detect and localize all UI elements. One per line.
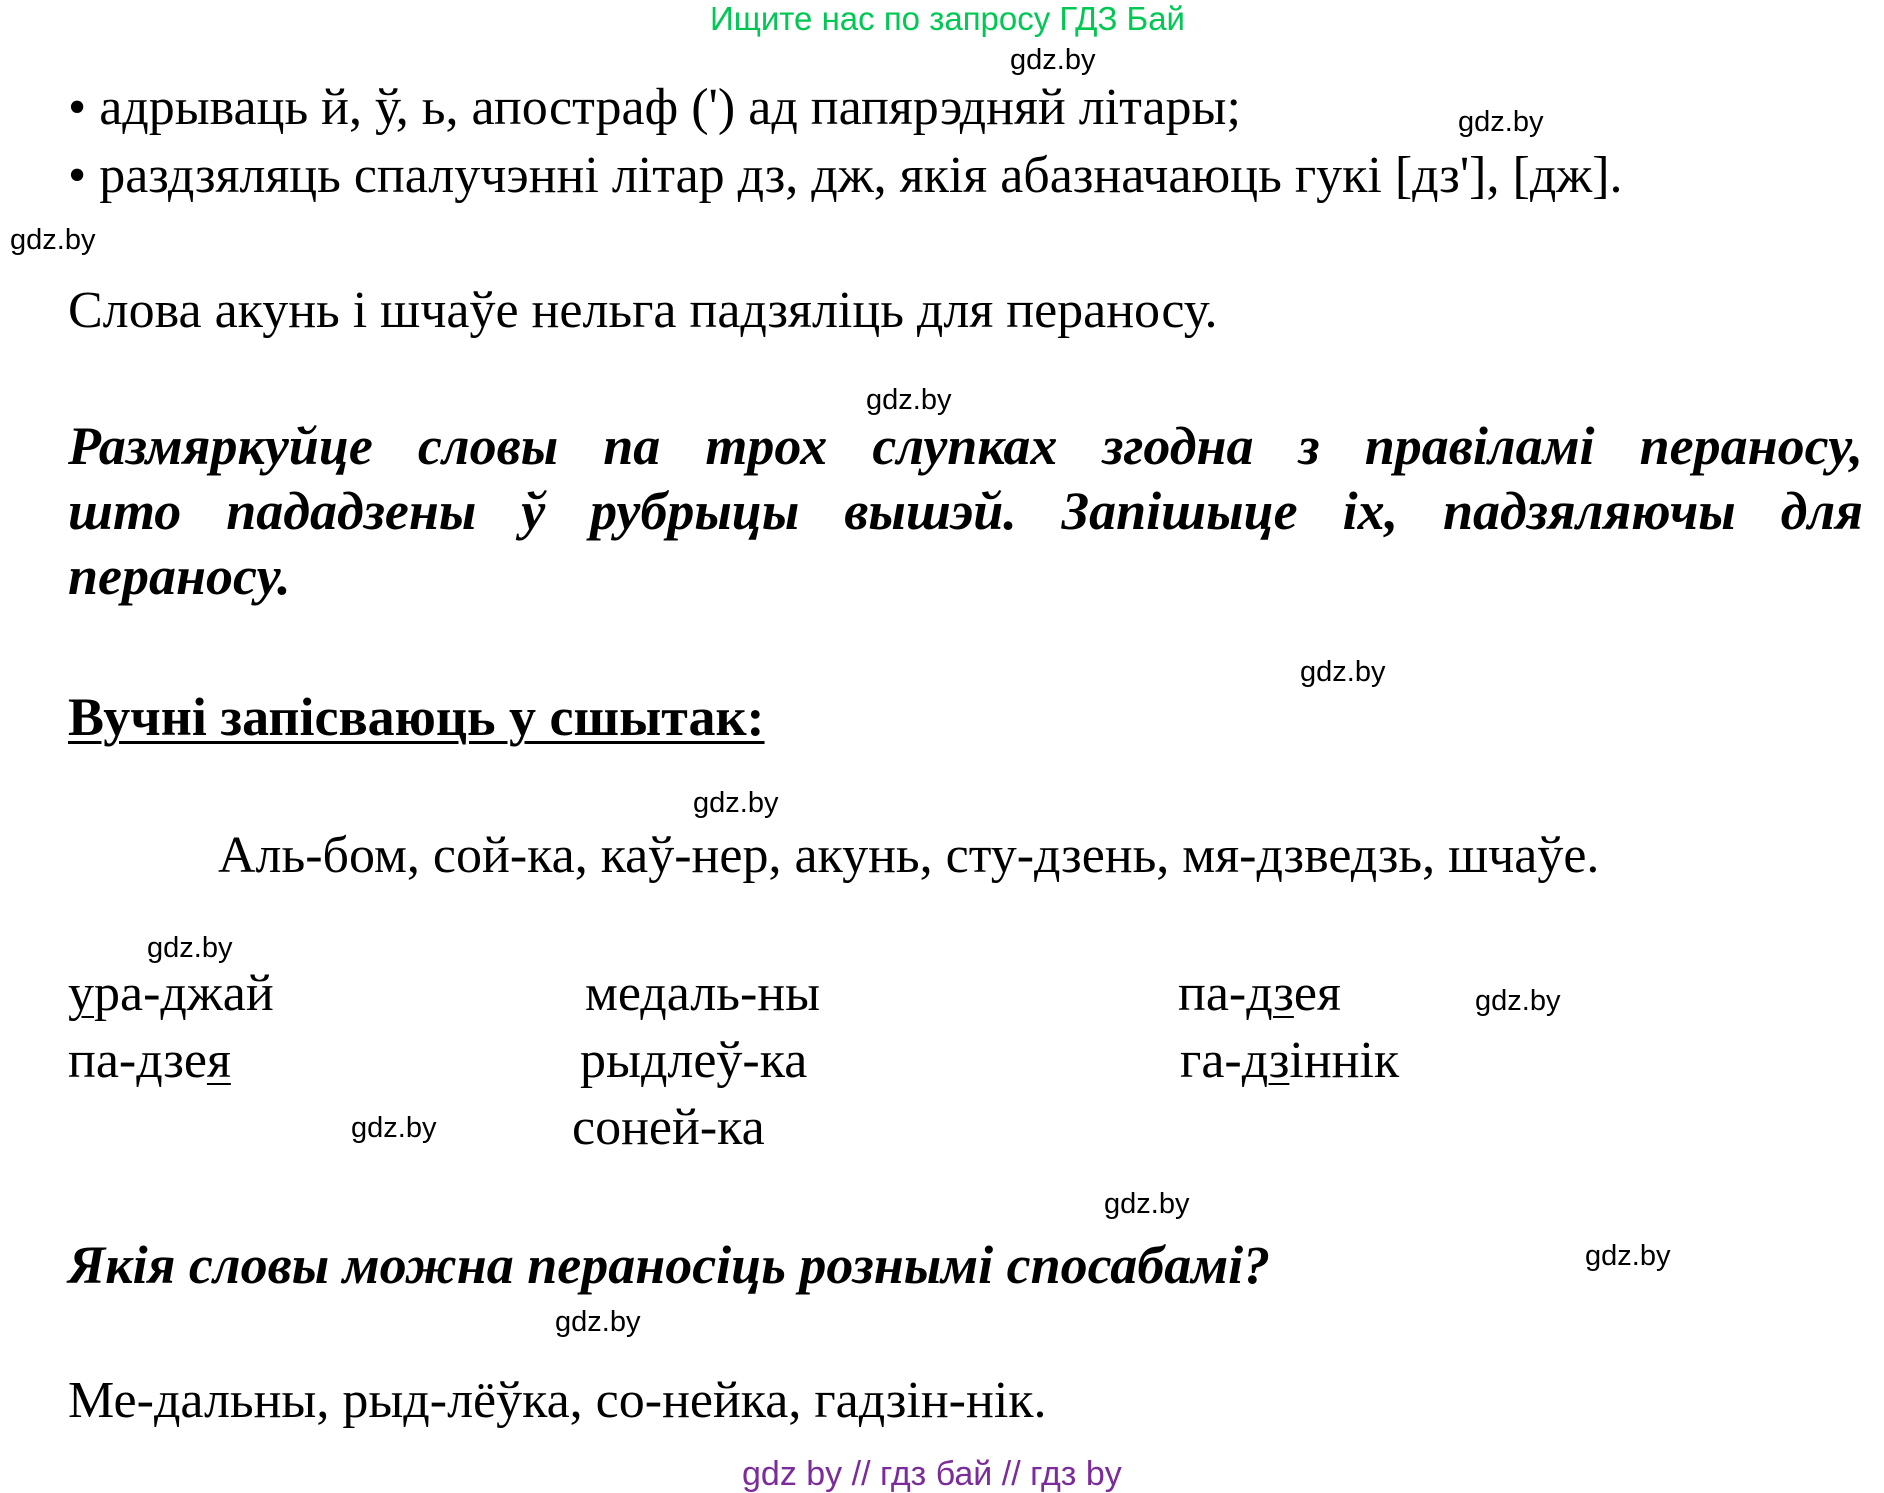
watermark: gdz.by bbox=[1104, 1188, 1190, 1220]
watermark: gdz.by bbox=[1300, 656, 1386, 688]
watermark: gdz.by bbox=[10, 224, 96, 256]
column-3-word: га-дзіннік bbox=[1180, 1032, 1400, 1089]
question-text: Якія словы можна пераносіць рознымі спосабамі? bbox=[68, 1235, 1271, 1295]
watermark: gdz.by bbox=[1475, 985, 1561, 1017]
watermark: gdz.by bbox=[1585, 1240, 1671, 1272]
top-banner[interactable]: Ищите нас по запросу ГДЗ Бай bbox=[710, 0, 1185, 37]
note-text: Слова акунь і шчаўе нельга падзяліць для пераносу. bbox=[68, 282, 1218, 339]
column-1-word: ура-джай bbox=[68, 965, 274, 1022]
footer-links[interactable]: gdz by // гдз бай // гдз by bbox=[742, 1455, 1122, 1493]
underlined-letters: дз bbox=[1241, 1032, 1290, 1089]
watermark: gdz.by bbox=[866, 384, 952, 416]
column-2-word: медаль-ны bbox=[585, 965, 821, 1022]
watermark: gdz.by bbox=[693, 787, 779, 819]
watermark: gdz.by bbox=[147, 932, 233, 964]
watermark: gdz.by bbox=[1010, 44, 1096, 76]
word-list: Аль-бом, сой-ка, каў-нер, акунь, сту-дзень, мя-дзведзь, шчаўе. bbox=[218, 827, 1600, 884]
rule-line: • адрываць й, ў, ь, апостраф (') ад папярэдняй літары; bbox=[68, 79, 1241, 136]
watermark: gdz.by bbox=[1458, 106, 1544, 138]
task-line: пераносу. bbox=[68, 546, 291, 606]
column-2-word: рыдлеў-ка bbox=[580, 1032, 808, 1089]
column-2-word: соней-ка bbox=[572, 1099, 765, 1156]
section-heading: Вучні запісваюць у сшытак: bbox=[68, 687, 765, 747]
column-3-word: па-дзея bbox=[1178, 965, 1341, 1022]
underlined-letter: я bbox=[206, 1032, 231, 1089]
answer-text: Ме-дальны, рыд-лёўка, со-нейка, гадзін-нік. bbox=[68, 1372, 1047, 1429]
task-line: Размяркуйце словы па трох слупках згодна з правіламі пераносу, bbox=[68, 416, 1863, 476]
watermark: gdz.by bbox=[351, 1112, 437, 1144]
column-1-word: па-дзея bbox=[68, 1032, 231, 1089]
task-line: што пададзены ў рубрыцы вышэй. Запішыце іх, падзяляючы для bbox=[68, 481, 1863, 541]
watermark: gdz.by bbox=[555, 1306, 641, 1338]
underlined-letter: у bbox=[68, 965, 94, 1022]
underlined-letters: дз bbox=[1246, 965, 1294, 1022]
rule-line: • раздзяляць спалучэнні літар дз, дж, якія абазначаюць гукі [дз'], [дж]. bbox=[68, 147, 1623, 204]
